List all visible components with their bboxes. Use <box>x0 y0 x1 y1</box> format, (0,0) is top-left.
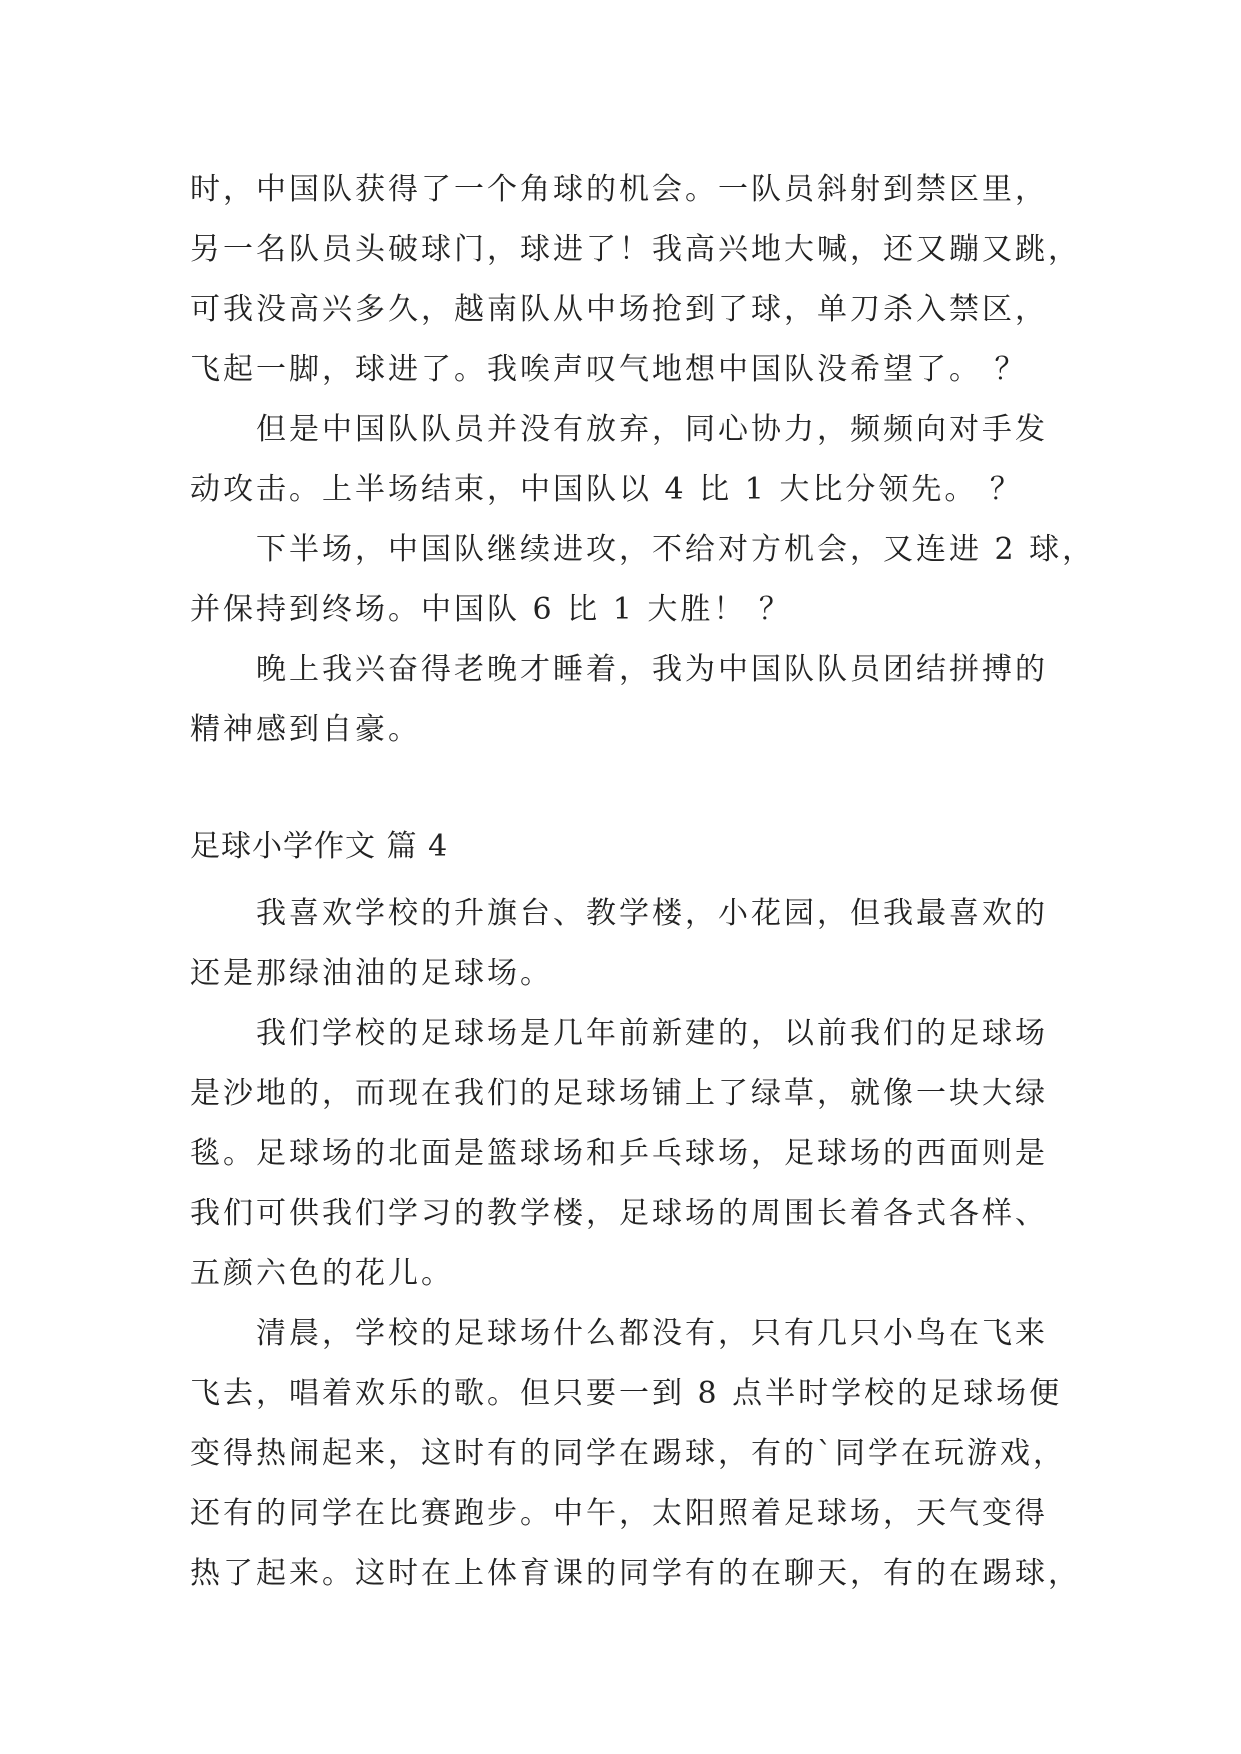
text-line: 精神感到自豪。 <box>190 712 421 747</box>
text-line: 动攻击。上半场结束，中国队以 4 比 1 大比分领先。 ？ <box>190 472 1023 507</box>
text-line: 并保持到终场。中国队 6 比 1 大胜！ ？ <box>190 592 792 627</box>
text-line: 还是那绿油油的足球场。 <box>190 956 553 991</box>
text-line: 另一名队员头破球门，球进了！我高兴地大喊，还又蹦又跳， <box>190 232 1081 267</box>
text-line: 飞起一脚，球进了。我唉声叹气地想中国队没希望了。 ？ <box>190 352 1028 387</box>
text-line: 我们可供我们学习的教学楼，足球场的周围长着各式各样、 <box>190 1196 1048 1231</box>
text-line: 毯。足球场的北面是篮球场和乒乓球场，足球场的西面则是 <box>190 1136 1048 1171</box>
text-line: 还有的同学在比赛跑步。中午，太阳照着足球场，天气变得 <box>190 1496 1048 1531</box>
text-line: 我们学校的足球场是几年前新建的，以前我们的足球场 <box>190 1016 1048 1051</box>
document-body <box>190 160 1096 1604</box>
text-line: 飞去，唱着欢乐的歌。但只要一到 8 点半时学校的足球场便 <box>190 1376 1063 1411</box>
text-line: 晚上我兴奋得老晚才睡着，我为中国队队员团结拼搏的 <box>190 652 1048 687</box>
section-gap <box>190 760 1070 810</box>
text-line: 可我没高兴多久，越南队从中场抢到了球，单刀杀入禁区， <box>190 292 1048 327</box>
text-line: 变得热闹起来，这时有的同学在踢球，有的`同学在玩游戏， <box>190 1436 1066 1471</box>
text-line: 时，中国队获得了一个角球的机会。一队员斜射到禁区里， <box>190 172 1048 207</box>
text-line: 下半场，中国队继续进攻，不给对方机会，又连进 2 球， <box>190 532 1096 567</box>
text-line: 是沙地的，而现在我们的足球场铺上了绿草，就像一块大绿 <box>190 1076 1048 1111</box>
text-line: 清晨，学校的足球场什么都没有，只有几只小鸟在飞来 <box>190 1316 1048 1351</box>
text-line: 我喜欢学校的升旗台、教学楼，小花园，但我最喜欢的 <box>190 896 1048 931</box>
text-line: 但是中国队队员并没有放弃，同心协力，频频向对手发 <box>190 412 1048 447</box>
section-heading: 足球小学作文 篇 4 <box>190 829 449 864</box>
text-line: 五颜六色的花儿。 <box>190 1256 454 1291</box>
text-line: 热了起来。这时在上体育课的同学有的在聊天，有的在踢球， <box>190 1556 1081 1591</box>
